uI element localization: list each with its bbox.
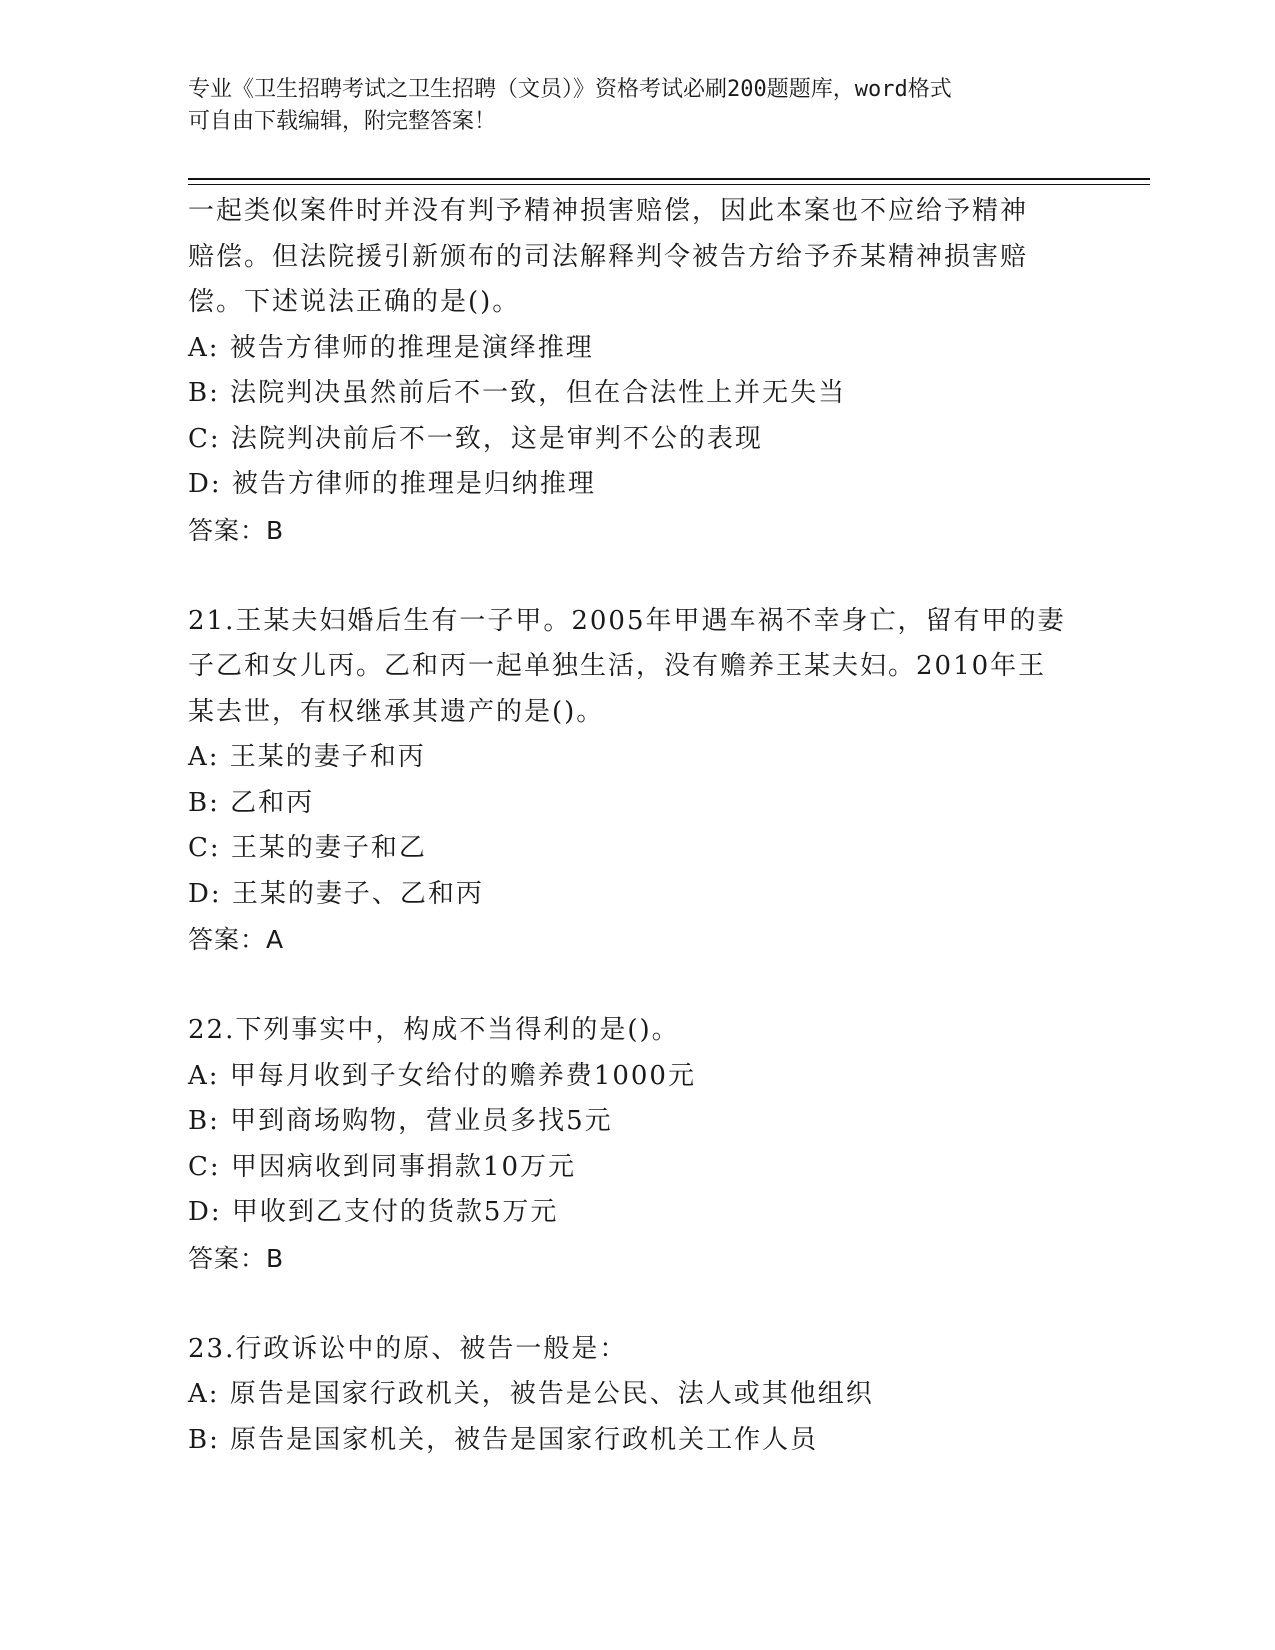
answer-line: 答案：A <box>188 925 285 954</box>
question-text-line: 子乙和女儿丙。乙和丙一起单独生活，没有赡养王某夫妇。2010年王 <box>188 651 1047 681</box>
question-text-line: 21.王某夫妇婚后生有一子甲。2005年甲遇车祸不幸身亡，留有甲的妻 <box>188 605 1066 636</box>
option-b: B: 法院判决虽然前后不一致，但在合法性上并无失当 <box>188 378 847 408</box>
question-23 <box>188 1327 1088 1464</box>
header-divider-thin <box>188 184 1150 185</box>
question-text-line: 赔偿。但法院援引新颁布的司法解释判令被告方给予乔某精神损害赔 <box>188 241 1029 272</box>
option-a: A: 被告方律师的推理是演绎推理 <box>188 332 594 363</box>
question-text-line: 偿。下述说法正确的是()。 <box>188 287 521 317</box>
question-text-line: 一起类似案件时并没有判予精神损害赔偿，因此本案也不应给予精神 <box>188 196 1029 226</box>
option-d: D: 王某的妻子、乙和丙 <box>188 878 484 909</box>
header-line-1: 专业《卫生招聘考试之卫生招聘（文员）》资格考试必刷200题题库，word格式 <box>188 77 952 102</box>
answer-line: 答案：B <box>188 1243 285 1273</box>
option-c: C: 甲因病收到同事捐款10万元 <box>188 1151 577 1182</box>
option-b: B: 甲到商场购物，营业员多找5元 <box>188 1106 613 1136</box>
option-c: C: 王某的妻子和乙 <box>188 833 427 863</box>
document-body <box>188 189 1088 1463</box>
option-d: D: 被告方律师的推理是归纳推理 <box>188 469 596 499</box>
option-a: A: 王某的妻子和丙 <box>188 742 426 772</box>
header-line-2: 可自由下载编辑，附完整答案！ <box>188 109 497 134</box>
spacer <box>188 1281 1088 1327</box>
question-22 <box>188 1008 1088 1281</box>
option-c: C: 法院判决前后不一致，这是审判不公的表现 <box>188 423 763 454</box>
question-text-line: 22.下列事实中，构成不当得利的是()。 <box>188 1015 680 1045</box>
question-21 <box>188 599 1088 963</box>
option-d: D: 甲收到乙支付的货款5万元 <box>188 1197 559 1227</box>
option-b: B: 乙和丙 <box>188 787 315 818</box>
question-text-line: 某去世，有权继承其遗产的是()。 <box>188 696 605 727</box>
question-text-line: 23.行政诉讼中的原、被告一般是： <box>188 1333 628 1364</box>
option-b: B: 原告是国家机关，被告是国家行政机关工作人员 <box>188 1424 819 1455</box>
spacer <box>188 553 1088 599</box>
header-divider-thick <box>188 178 1150 180</box>
answer-line: 答案：B <box>188 515 285 545</box>
question-20-continued <box>188 189 1088 553</box>
option-a: A: 原告是国家行政机关，被告是公民、法人或其他组织 <box>188 1379 874 1409</box>
document-header <box>188 74 1088 138</box>
spacer <box>188 963 1088 1009</box>
option-a: A: 甲每月收到子女给付的赡养费1000元 <box>188 1060 696 1091</box>
